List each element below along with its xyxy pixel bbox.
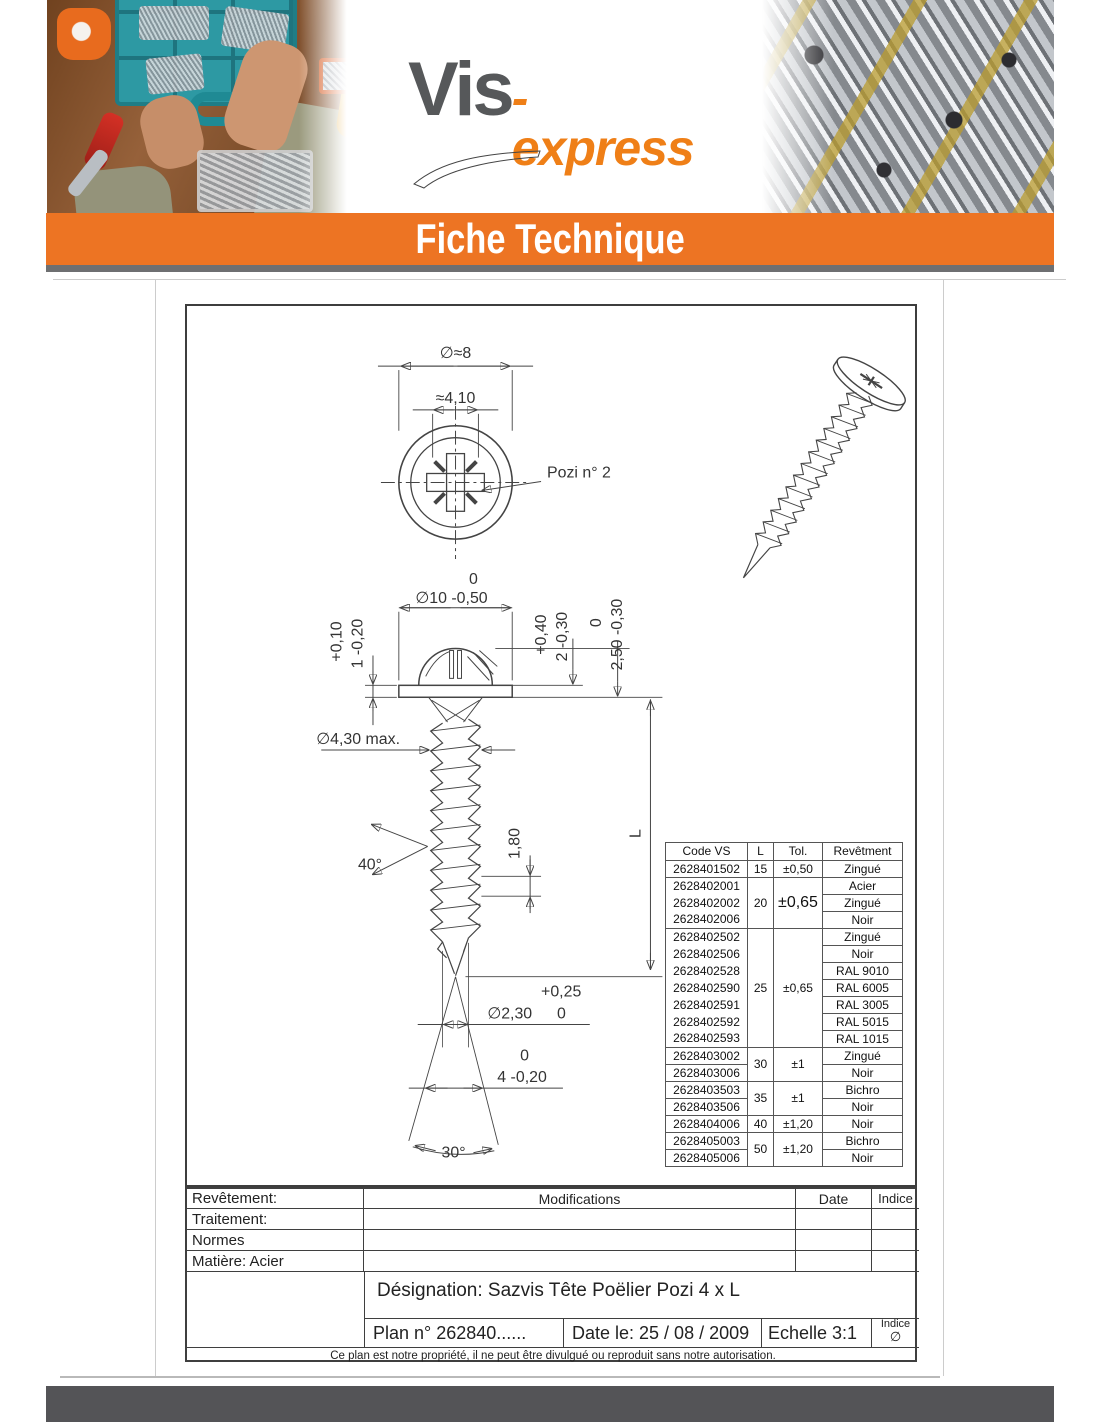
parts-table-cell: Noir [823, 912, 903, 929]
parts-table-header: Tol. [774, 843, 823, 861]
screw-pile-image [139, 6, 209, 40]
dim-total-h: 2,50 -0,30 [608, 598, 626, 671]
parts-table-cell: Zingué [823, 1048, 903, 1065]
logo-text-vis: Vis [408, 47, 512, 132]
parts-table-row [666, 1082, 903, 1099]
parts-table-cell: 20 [748, 878, 774, 929]
logo-swoosh-icon [412, 148, 552, 190]
titleblock-date-cell [796, 1230, 872, 1251]
titleblock-date-header: Date [796, 1189, 872, 1209]
top-view-head [378, 345, 611, 559]
parts-table-cell: Acier [823, 878, 903, 895]
parts-table-cell: 25 [748, 929, 774, 1048]
dim-recess-width: ≈4,10 [435, 389, 476, 407]
parts-table-cell: 2628405006 [666, 1150, 748, 1167]
parts-table-row [666, 929, 903, 946]
titleblock-normes-label: Normes [187, 1230, 364, 1251]
titleblock-echelle: Echelle 3:1 [762, 1319, 872, 1347]
titleblock-traitement-label: Traitement: [187, 1209, 364, 1230]
footer-bar [46, 1386, 1054, 1422]
titleblock-modifications-header: Modifications [364, 1189, 796, 1209]
parts-table-cell: Zingué [823, 895, 903, 912]
titleblock-footer-note: Ce plan est notre propriété, il ne peut être divulgué ou reproduit sans notre autorisation. [187, 1347, 919, 1364]
titleblock-date-value: Date le: 25 / 08 / 2009 [564, 1319, 762, 1347]
titleblock-indice-box [872, 1319, 919, 1347]
page-outline [60, 1376, 940, 1378]
dim-head-h: 2 -0,30 [554, 611, 572, 662]
parts-table-row [666, 878, 903, 895]
titleblock-date-cell [796, 1251, 872, 1272]
dim-flange: 1 -0,20 [349, 618, 367, 669]
parts-table-cell: 40 [748, 1116, 774, 1133]
dim-tip: 4 -0,20 [497, 1069, 547, 1087]
parts-table-cell: 35 [748, 1082, 774, 1116]
parts-table-cell: 2628402506 [666, 946, 748, 963]
parts-table-cell: 2628403006 [666, 1065, 748, 1082]
page-outline [155, 279, 156, 1376]
titleblock-revetement-label: Revêtement: [187, 1189, 364, 1209]
banner-underline [46, 265, 1054, 272]
dim-length: L [627, 829, 645, 838]
titleblock-plan-number: Plan n° 262840...... [364, 1319, 564, 1347]
dim-od: ∅4,30 max. [316, 731, 400, 749]
dim-outer-dia: ∅≈8 [439, 345, 472, 363]
parts-table-cell: RAL 3005 [823, 997, 903, 1014]
parts-table-cell: Zingué [823, 929, 903, 946]
parts-table-row [666, 1116, 903, 1133]
dim-thread-angle: 40° [357, 856, 383, 874]
parts-table-cell: ±1 [774, 1082, 823, 1116]
parts-table-cell: Noir [823, 946, 903, 963]
parts-table-cell: ±1,20 [774, 1116, 823, 1133]
dim-core-tol: +0,25 [541, 983, 582, 1001]
titleblock-modifications-row [364, 1251, 796, 1272]
screw-tray-image [197, 150, 313, 212]
parts-table-cell: Zingué [823, 861, 903, 878]
dim-tip-angle: 30° [441, 1144, 466, 1162]
photo-fade [754, 0, 834, 215]
photo-fade [299, 0, 355, 215]
parts-table-cell: 2628402528 [666, 963, 748, 980]
titleblock-indice-cell [872, 1209, 919, 1230]
parts-table-cell: 2628402006 [666, 912, 748, 929]
parts-table-cell: 30 [748, 1048, 774, 1082]
side-view-screw [399, 649, 512, 1145]
titleblock-date-cell [796, 1209, 872, 1230]
parts-table-cell: ±0,65 [774, 929, 823, 1048]
page-outline [943, 279, 944, 1376]
fiche-technique-banner [46, 213, 1054, 265]
titleblock-indice-header: Indice [872, 1189, 919, 1209]
parts-table-header: L [748, 843, 774, 861]
parts-table-cell: RAL 1015 [823, 1031, 903, 1048]
dim-core: ∅2,30 [487, 1005, 533, 1023]
parts-table-header: Revêtment [823, 843, 903, 861]
parts-table-cell: ±1 [774, 1048, 823, 1082]
screw-3d-view [710, 349, 911, 599]
header-photo-workbench [47, 0, 355, 215]
parts-table-cell: 2628402002 [666, 895, 748, 912]
titleblock-modifications-row [364, 1209, 796, 1230]
dim-flange-tol: +0,10 [328, 621, 346, 662]
parts-table-cell: 2628402591 [666, 997, 748, 1014]
dim-core-zero: 0 [556, 1005, 566, 1023]
parts-table-cell: RAL 5015 [823, 1014, 903, 1031]
parts-table-row [666, 1133, 903, 1150]
parts-table-cell: Bichro [823, 1082, 903, 1099]
parts-table-cell: 15 [748, 861, 774, 878]
parts-table-cell: 2628401502 [666, 861, 748, 878]
drive-type-label: Pozi n° 2 [547, 464, 611, 482]
screw-pile-image [145, 53, 204, 95]
parts-table-cell: 2628403506 [666, 1099, 748, 1116]
parts-table-cell: 50 [748, 1133, 774, 1167]
parts-table-cell: 2628402502 [666, 929, 748, 946]
titleblock-modifications-row [364, 1230, 796, 1251]
header-photo-screws [754, 0, 1054, 215]
titleblock-designation: Désignation: Sazvis Tête Poëlier Pozi 4 x L [364, 1272, 919, 1319]
parts-table-cell: ±0,50 [774, 861, 823, 878]
parts-table-row [666, 1048, 903, 1065]
parts-table-cell: RAL 6005 [823, 980, 903, 997]
parts-table-cell: 2628402001 [666, 878, 748, 895]
titleblock-matiere-label: Matière: Acier [187, 1251, 364, 1272]
parts-table-cell: 2628402592 [666, 1014, 748, 1031]
titleblock-indice-box-label: Indice [880, 1318, 911, 1330]
dim-tip-zero: 0 [520, 1047, 530, 1065]
tape-measure-image [57, 8, 111, 60]
parts-table-cell: 2628402593 [666, 1031, 748, 1048]
parts-table-cell: 2628404006 [666, 1116, 748, 1133]
parts-table-cell: Noir [823, 1150, 903, 1167]
logo-text-express: -express [511, 70, 694, 176]
parts-table-cell: Bichro [823, 1133, 903, 1150]
dim-pitch: 1,80 [506, 827, 524, 859]
titleblock-indice-cell [872, 1251, 919, 1272]
titleblock-indice-cell [872, 1230, 919, 1251]
banner-title: Fiche Technique [415, 215, 685, 262]
title-block [185, 1187, 917, 1362]
parts-table-cell: 2628403503 [666, 1082, 748, 1099]
dim-head-dia: ∅10 -0,50 [415, 589, 488, 607]
parts-table-cell: ±0,65 [774, 878, 823, 929]
dim-head-h-tol: +0,40 [533, 614, 551, 655]
parts-table-cell: Noir [823, 1116, 903, 1133]
parts-table-cell: Noir [823, 1099, 903, 1116]
parts-table [665, 842, 903, 1167]
parts-table-cell: 2628403002 [666, 1048, 748, 1065]
parts-table-cell: RAL 9010 [823, 963, 903, 980]
dim-total-h-tol: 0 [587, 618, 605, 628]
parts-table-header: Code VS [666, 843, 748, 861]
titleblock-indice-box-value: ∅ [889, 1329, 902, 1344]
vis-express-logo [408, 47, 708, 182]
parts-table-cell: 2628405003 [666, 1133, 748, 1150]
parts-table-cell: Noir [823, 1065, 903, 1082]
dim-head-dia-tol: 0 [468, 570, 478, 588]
parts-table-row [666, 861, 903, 878]
page-outline [53, 279, 1066, 280]
parts-table-cell: ±1,20 [774, 1133, 823, 1167]
parts-table-cell: 2628402590 [666, 980, 748, 997]
